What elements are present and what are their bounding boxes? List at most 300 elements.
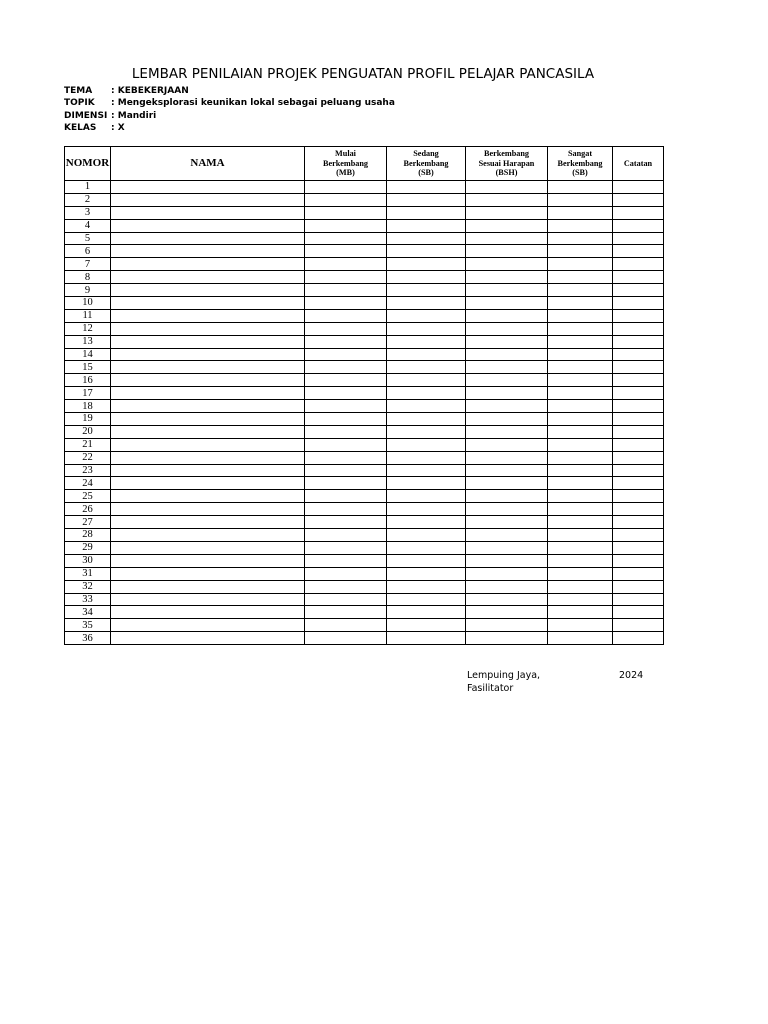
cell-nomor: 20 — [65, 425, 111, 438]
cell-nama[interactable] — [111, 619, 305, 632]
cell-bsh[interactable] — [466, 309, 548, 322]
cell-nama[interactable] — [111, 632, 305, 645]
cell-catatan[interactable] — [613, 193, 664, 206]
cell-sb[interactable] — [387, 464, 466, 477]
header-bsh — [466, 147, 548, 181]
signature-role: Fasilitator — [467, 683, 514, 694]
cell-sangat[interactable] — [548, 258, 613, 271]
cell-nomor: 29 — [65, 541, 111, 554]
cell-nomor: 4 — [65, 219, 111, 232]
cell-mb[interactable] — [305, 529, 387, 542]
signature-place: Lempuing Jaya, — [467, 670, 541, 681]
cell-sangat[interactable] — [548, 284, 613, 297]
header-sangat — [548, 147, 613, 181]
cell-sangat[interactable] — [548, 606, 613, 619]
cell-mb[interactable] — [305, 593, 387, 606]
cell-catatan[interactable] — [613, 554, 664, 567]
table-row — [65, 464, 664, 477]
cell-sb[interactable] — [387, 361, 466, 374]
header-line: Sedang — [413, 149, 439, 159]
cell-nama[interactable] — [111, 361, 305, 374]
cell-nama[interactable] — [111, 516, 305, 529]
table-row — [65, 567, 664, 580]
table-row — [65, 593, 664, 606]
cell-catatan[interactable] — [613, 567, 664, 580]
cell-nomor: 34 — [65, 606, 111, 619]
cell-sb[interactable] — [387, 206, 466, 219]
cell-nama[interactable] — [111, 245, 305, 258]
cell-nama[interactable] — [111, 387, 305, 400]
cell-catatan[interactable] — [613, 619, 664, 632]
cell-mb[interactable] — [305, 245, 387, 258]
cell-sb[interactable] — [387, 619, 466, 632]
cell-nama[interactable] — [111, 374, 305, 387]
cell-sangat[interactable] — [548, 580, 613, 593]
cell-nama[interactable] — [111, 297, 305, 310]
cell-bsh[interactable] — [466, 232, 548, 245]
cell-catatan[interactable] — [613, 425, 664, 438]
cell-sb[interactable] — [387, 387, 466, 400]
table-row — [65, 309, 664, 322]
cell-catatan[interactable] — [613, 632, 664, 645]
cell-sangat[interactable] — [548, 387, 613, 400]
cell-nomor: 33 — [65, 593, 111, 606]
table-row — [65, 606, 664, 619]
cell-catatan[interactable] — [613, 490, 664, 503]
cell-bsh[interactable] — [466, 206, 548, 219]
header-line: (SB) — [572, 168, 588, 178]
cell-catatan[interactable] — [613, 181, 664, 194]
cell-sb[interactable] — [387, 477, 466, 490]
cell-mb[interactable] — [305, 490, 387, 503]
cell-bsh[interactable] — [466, 193, 548, 206]
cell-catatan[interactable] — [613, 271, 664, 284]
cell-sb[interactable] — [387, 297, 466, 310]
cell-catatan[interactable] — [613, 219, 664, 232]
cell-catatan[interactable] — [613, 503, 664, 516]
cell-sb[interactable] — [387, 516, 466, 529]
cell-bsh[interactable] — [466, 490, 548, 503]
header-line: Sesuai Harapan — [478, 158, 535, 168]
cell-sangat[interactable] — [548, 193, 613, 206]
cell-nomor: 3 — [65, 206, 111, 219]
cell-sangat[interactable] — [548, 271, 613, 284]
cell-nama[interactable] — [111, 206, 305, 219]
cell-nomor: 30 — [65, 554, 111, 567]
cell-mb[interactable] — [305, 219, 387, 232]
header-line: (MB) — [336, 168, 355, 178]
table-row — [65, 529, 664, 542]
cell-catatan[interactable] — [613, 529, 664, 542]
cell-nomor: 28 — [65, 529, 111, 542]
cell-mb[interactable] — [305, 309, 387, 322]
cell-mb[interactable] — [305, 206, 387, 219]
cell-sb[interactable] — [387, 503, 466, 516]
cell-catatan[interactable] — [613, 387, 664, 400]
cell-mb[interactable] — [305, 503, 387, 516]
table-row — [65, 490, 664, 503]
cell-sangat[interactable] — [548, 477, 613, 490]
cell-nama[interactable] — [111, 451, 305, 464]
cell-nama[interactable] — [111, 219, 305, 232]
table-row — [65, 554, 664, 567]
cell-nama[interactable] — [111, 606, 305, 619]
cell-mb[interactable] — [305, 322, 387, 335]
cell-mb[interactable] — [305, 335, 387, 348]
cell-nomor: 13 — [65, 335, 111, 348]
cell-sb[interactable] — [387, 181, 466, 194]
assessment-table — [64, 146, 664, 645]
cell-bsh[interactable] — [466, 606, 548, 619]
cell-catatan[interactable] — [613, 541, 664, 554]
cell-mb[interactable] — [305, 181, 387, 194]
cell-sb[interactable] — [387, 271, 466, 284]
meta-key: DIMENSI — [64, 110, 108, 121]
cell-sb[interactable] — [387, 490, 466, 503]
page-title: LEMBAR PENILAIAN PROJEK PENGUATAN PROFIL PELAJAR PANCASILA — [131, 66, 595, 82]
cell-catatan[interactable] — [613, 309, 664, 322]
cell-sangat[interactable] — [548, 541, 613, 554]
cell-mb[interactable] — [305, 451, 387, 464]
cell-sb[interactable] — [387, 413, 466, 426]
cell-sb[interactable] — [387, 425, 466, 438]
cell-bsh[interactable] — [466, 284, 548, 297]
meta-block — [64, 85, 395, 134]
cell-bsh[interactable] — [466, 464, 548, 477]
meta-value: : KEBEKERJAAN — [111, 86, 189, 96]
cell-bsh[interactable] — [466, 425, 548, 438]
cell-nomor: 7 — [65, 258, 111, 271]
cell-mb[interactable] — [305, 413, 387, 426]
cell-sangat[interactable] — [548, 361, 613, 374]
table-row — [65, 284, 664, 297]
header-mb — [305, 147, 387, 181]
cell-nama[interactable] — [111, 567, 305, 580]
cell-sangat[interactable] — [548, 567, 613, 580]
cell-mb[interactable] — [305, 580, 387, 593]
table-row — [65, 322, 664, 335]
cell-bsh[interactable] — [466, 219, 548, 232]
cell-sangat[interactable] — [548, 206, 613, 219]
table-row — [65, 541, 664, 554]
cell-nama[interactable] — [111, 438, 305, 451]
table-row — [65, 181, 664, 194]
cell-bsh[interactable] — [466, 413, 548, 426]
cell-sangat[interactable] — [548, 490, 613, 503]
cell-sb[interactable] — [387, 284, 466, 297]
cell-nomor: 27 — [65, 516, 111, 529]
cell-sangat[interactable] — [548, 297, 613, 310]
cell-sangat[interactable] — [548, 181, 613, 194]
cell-sangat[interactable] — [548, 554, 613, 567]
meta-row-dimensi — [64, 110, 395, 122]
cell-nama[interactable] — [111, 593, 305, 606]
cell-nomor: 10 — [65, 297, 111, 310]
header-line: Berkembang — [483, 149, 530, 159]
cell-nama[interactable] — [111, 271, 305, 284]
cell-bsh[interactable] — [466, 297, 548, 310]
cell-nama[interactable] — [111, 529, 305, 542]
table-row — [65, 438, 664, 451]
table-row — [65, 632, 664, 645]
header-line: Berkembang — [322, 158, 369, 168]
cell-nomor: 18 — [65, 400, 111, 413]
cell-nama[interactable] — [111, 413, 305, 426]
cell-catatan[interactable] — [613, 297, 664, 310]
cell-bsh[interactable] — [466, 400, 548, 413]
cell-nomor: 6 — [65, 245, 111, 258]
cell-catatan[interactable] — [613, 361, 664, 374]
cell-nama[interactable] — [111, 258, 305, 271]
cell-sb[interactable] — [387, 309, 466, 322]
table-row — [65, 335, 664, 348]
cell-mb[interactable] — [305, 361, 387, 374]
cell-sb[interactable] — [387, 632, 466, 645]
cell-nomor: 24 — [65, 477, 111, 490]
cell-nomor: 35 — [65, 619, 111, 632]
cell-mb[interactable] — [305, 284, 387, 297]
table-row — [65, 361, 664, 374]
cell-mb[interactable] — [305, 400, 387, 413]
cell-mb[interactable] — [305, 232, 387, 245]
cell-nama[interactable] — [111, 181, 305, 194]
cell-nomor: 5 — [65, 232, 111, 245]
cell-mb[interactable] — [305, 271, 387, 284]
cell-nomor: 22 — [65, 451, 111, 464]
cell-mb[interactable] — [305, 541, 387, 554]
cell-sb[interactable] — [387, 541, 466, 554]
cell-bsh[interactable] — [466, 580, 548, 593]
cell-sangat[interactable] — [548, 309, 613, 322]
cell-bsh[interactable] — [466, 181, 548, 194]
cell-nomor: 23 — [65, 464, 111, 477]
cell-bsh[interactable] — [466, 335, 548, 348]
cell-sb[interactable] — [387, 258, 466, 271]
cell-bsh[interactable] — [466, 245, 548, 258]
cell-sb[interactable] — [387, 554, 466, 567]
cell-bsh[interactable] — [466, 567, 548, 580]
cell-nomor: 17 — [65, 387, 111, 400]
cell-bsh[interactable] — [466, 529, 548, 542]
cell-sangat[interactable] — [548, 503, 613, 516]
cell-nomor: 12 — [65, 322, 111, 335]
cell-sb[interactable] — [387, 245, 466, 258]
table-row — [65, 271, 664, 284]
cell-nama[interactable] — [111, 503, 305, 516]
cell-bsh[interactable] — [466, 322, 548, 335]
cell-catatan[interactable] — [613, 232, 664, 245]
cell-nama[interactable] — [111, 400, 305, 413]
cell-catatan[interactable] — [613, 335, 664, 348]
cell-bsh[interactable] — [466, 387, 548, 400]
cell-sangat[interactable] — [548, 464, 613, 477]
table-row — [65, 503, 664, 516]
cell-mb[interactable] — [305, 258, 387, 271]
cell-bsh[interactable] — [466, 374, 548, 387]
cell-catatan[interactable] — [613, 258, 664, 271]
cell-mb[interactable] — [305, 554, 387, 567]
cell-nama[interactable] — [111, 193, 305, 206]
cell-sb[interactable] — [387, 529, 466, 542]
cell-sb[interactable] — [387, 335, 466, 348]
cell-mb[interactable] — [305, 374, 387, 387]
cell-sb[interactable] — [387, 606, 466, 619]
cell-sb[interactable] — [387, 219, 466, 232]
cell-nomor: 36 — [65, 632, 111, 645]
cell-mb[interactable] — [305, 567, 387, 580]
cell-sb[interactable] — [387, 400, 466, 413]
cell-sangat[interactable] — [548, 400, 613, 413]
cell-bsh[interactable] — [466, 271, 548, 284]
cell-mb[interactable] — [305, 438, 387, 451]
cell-nama[interactable] — [111, 464, 305, 477]
cell-bsh[interactable] — [466, 619, 548, 632]
meta-key: KELAS — [64, 122, 97, 133]
cell-mb[interactable] — [305, 297, 387, 310]
cell-sangat[interactable] — [548, 335, 613, 348]
cell-nomor: 32 — [65, 580, 111, 593]
cell-catatan[interactable] — [613, 322, 664, 335]
cell-nomor: 19 — [65, 413, 111, 426]
cell-catatan[interactable] — [613, 284, 664, 297]
cell-bsh[interactable] — [466, 632, 548, 645]
cell-catatan[interactable] — [613, 580, 664, 593]
cell-bsh[interactable] — [466, 451, 548, 464]
header-catatan: Catatan — [613, 147, 664, 181]
cell-sb[interactable] — [387, 567, 466, 580]
cell-mb[interactable] — [305, 632, 387, 645]
cell-mb[interactable] — [305, 425, 387, 438]
cell-catatan[interactable] — [613, 451, 664, 464]
cell-sangat[interactable] — [548, 438, 613, 451]
header-line: Mulai — [335, 149, 356, 159]
cell-mb[interactable] — [305, 477, 387, 490]
cell-nama[interactable] — [111, 541, 305, 554]
signature-year: 2024 — [619, 670, 644, 681]
cell-nama[interactable] — [111, 309, 305, 322]
table-row — [65, 387, 664, 400]
cell-nama[interactable] — [111, 322, 305, 335]
cell-nama[interactable] — [111, 284, 305, 297]
cell-bsh[interactable] — [466, 348, 548, 361]
cell-sangat[interactable] — [548, 322, 613, 335]
cell-nama[interactable] — [111, 477, 305, 490]
cell-nama[interactable] — [111, 425, 305, 438]
cell-sangat[interactable] — [548, 348, 613, 361]
cell-nama[interactable] — [111, 580, 305, 593]
cell-mb[interactable] — [305, 516, 387, 529]
cell-catatan[interactable] — [613, 374, 664, 387]
table-row — [65, 425, 664, 438]
meta-row-kelas — [64, 122, 395, 134]
cell-catatan[interactable] — [613, 606, 664, 619]
cell-bsh[interactable] — [466, 554, 548, 567]
cell-bsh[interactable] — [466, 258, 548, 271]
cell-sangat[interactable] — [548, 413, 613, 426]
cell-sangat[interactable] — [548, 516, 613, 529]
table-row — [65, 516, 664, 529]
cell-catatan[interactable] — [613, 348, 664, 361]
cell-nomor: 15 — [65, 361, 111, 374]
cell-nomor: 25 — [65, 490, 111, 503]
cell-catatan[interactable] — [613, 245, 664, 258]
cell-sb[interactable] — [387, 451, 466, 464]
table-row — [65, 374, 664, 387]
cell-sangat[interactable] — [548, 632, 613, 645]
cell-sangat[interactable] — [548, 374, 613, 387]
cell-bsh[interactable] — [466, 516, 548, 529]
cell-catatan[interactable] — [613, 593, 664, 606]
cell-sangat[interactable] — [548, 619, 613, 632]
header-line: (BSH) — [495, 168, 518, 178]
cell-bsh[interactable] — [466, 438, 548, 451]
cell-sb[interactable] — [387, 374, 466, 387]
cell-sb[interactable] — [387, 580, 466, 593]
cell-mb[interactable] — [305, 619, 387, 632]
cell-sangat[interactable] — [548, 245, 613, 258]
table-row — [65, 413, 664, 426]
cell-mb[interactable] — [305, 387, 387, 400]
cell-sb[interactable] — [387, 193, 466, 206]
cell-mb[interactable] — [305, 348, 387, 361]
cell-catatan[interactable] — [613, 464, 664, 477]
cell-bsh[interactable] — [466, 593, 548, 606]
cell-mb[interactable] — [305, 606, 387, 619]
cell-sb[interactable] — [387, 322, 466, 335]
table-row — [65, 258, 664, 271]
table-row — [65, 297, 664, 310]
cell-nomor: 16 — [65, 374, 111, 387]
meta-value: : Mengeksplorasi keunikan lokal sebagai peluang usaha — [111, 98, 395, 109]
cell-sb[interactable] — [387, 593, 466, 606]
cell-sangat[interactable] — [548, 451, 613, 464]
cell-sb[interactable] — [387, 348, 466, 361]
cell-catatan[interactable] — [613, 400, 664, 413]
cell-nama[interactable] — [111, 490, 305, 503]
cell-bsh[interactable] — [466, 477, 548, 490]
cell-bsh[interactable] — [466, 361, 548, 374]
header-row — [65, 147, 664, 181]
cell-sangat[interactable] — [548, 529, 613, 542]
cell-mb[interactable] — [305, 193, 387, 206]
cell-nomor: 26 — [65, 503, 111, 516]
table-row — [65, 580, 664, 593]
cell-nama[interactable] — [111, 232, 305, 245]
cell-catatan[interactable] — [613, 206, 664, 219]
cell-sangat[interactable] — [548, 232, 613, 245]
header-line: Berkembang — [403, 158, 449, 168]
table-body — [65, 181, 664, 645]
cell-catatan[interactable] — [613, 516, 664, 529]
cell-catatan[interactable] — [613, 438, 664, 451]
cell-sangat[interactable] — [548, 593, 613, 606]
cell-catatan[interactable] — [613, 477, 664, 490]
cell-sangat[interactable] — [548, 219, 613, 232]
cell-sb[interactable] — [387, 232, 466, 245]
cell-sangat[interactable] — [548, 425, 613, 438]
cell-nama[interactable] — [111, 348, 305, 361]
cell-sb[interactable] — [387, 438, 466, 451]
cell-catatan[interactable] — [613, 413, 664, 426]
table-row — [65, 206, 664, 219]
cell-mb[interactable] — [305, 464, 387, 477]
header-nomor: NOMOR — [65, 147, 111, 181]
cell-nama[interactable] — [111, 554, 305, 567]
meta-key: TEMA — [64, 86, 93, 96]
cell-bsh[interactable] — [466, 541, 548, 554]
cell-nama[interactable] — [111, 335, 305, 348]
cell-bsh[interactable] — [466, 503, 548, 516]
